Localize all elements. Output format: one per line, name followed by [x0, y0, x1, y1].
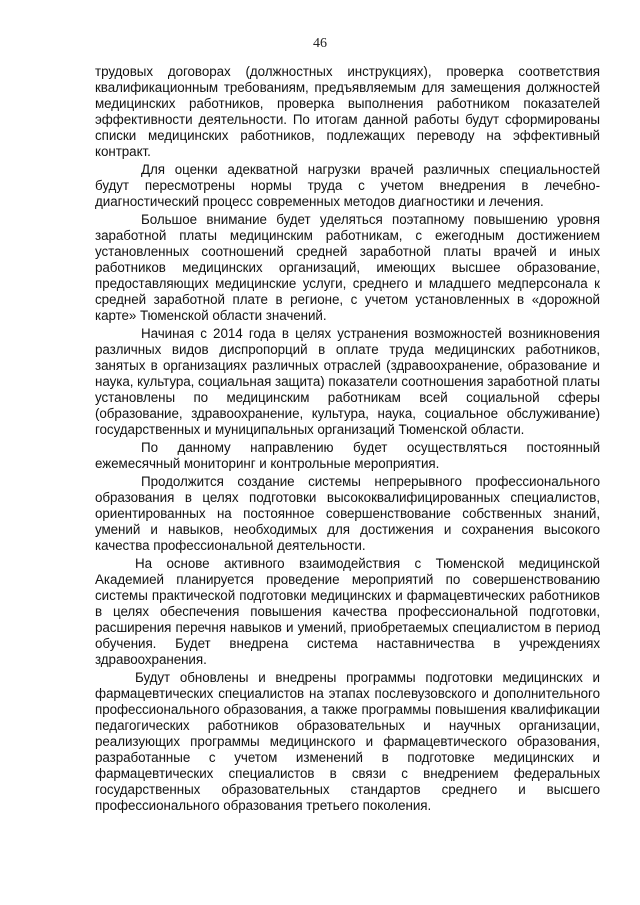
paragraph-monitoring: По данному направлению будет осуществляться постоянный ежемесячный мониторинг и контрольные мероприятия.	[95, 440, 600, 471]
paragraph-contract-verification: трудовых договорах (должностных инструкциях), проверка соответствия квалификационным требованиям, предъявляемым для замещения должностей медицинских работников, проверка выполнения работником показателей эффективности деятельности. По итогам данной работы будут сформированы списки медицинских работников, подлежащих переводу на эффективный контракт.	[95, 64, 600, 159]
paragraph-training-programs: Будут обновлены и внедрены программы подготовки медицинских и фармацевтических специалистов на этапах послевузовского и дополнительного профессионального образования, а также программы повышения квалификации педагогических работников образовательных и научных организации, реализующих программы медицинского и фармацевтического образования, разработанные с учетом изменений в подготовке медицинских и фармацевтических специалистов в связи с внедрением федеральных государственных образовательных стандартов среднего и высшего профессионального образования третьего поколения.	[95, 670, 600, 813]
paragraph-salary-increase: Большое внимание будет уделяться поэтапному повышению уровня заработной платы медицинским работникам, с ежегодным достижением установленных соотношений средней заработной платы врачей и иных работников медицинских организаций, имеющих высшее образование, предоставляющих медицинские услуги, среднего и младшего медперсонала к средней заработной плате в регионе, с учетом установленных в «дорожной карте» Тюменской области значений.	[95, 212, 600, 323]
page-number: 46	[313, 36, 327, 51]
paragraph-medical-academy: На основе активного взаимодействия с Тюменской медицинской Академией планируется проведение мероприятий по совершенствованию системы практической подготовки медицинских и фармацевтических работников в целях обеспечения повышения качества профессиональной подготовки, расширения перечня навыков и умений, приобретаемых специалистом в период обучения. Будет внедрена система наставничества в учреждениях здравоохранения.	[95, 556, 600, 667]
paragraph-labor-norms: Для оценки адекватной нагрузки врачей различных специальностей будут пересмотрены нормы труда с учетом внедрения в лечебно-диагностический процесс современных методов диагностики и лечения.	[95, 162, 600, 209]
paragraph-disproportion-elimination: Начиная с 2014 года в целях устранения возможностей возникновения различных видов диспропорций в оплате труда медицинских работников, занятых в организациях различных отраслей (здравоохранение, образование и наука, культура, социальная защита) показатели соотношения заработной платы установлены по медицинским работникам всей социальной сферы (образование, здравоохранение, культура, наука, социальное обслуживание) государственных и муниципальных организаций Тюменской области.	[95, 326, 600, 437]
paragraph-continuous-education: Продолжится создание системы непрерывного профессионального образования в целях подготовки высококвалифицированных специалистов, ориентированных на постоянное совершенствование собственных знаний, умений и навыков, необходимых для достижения и сохранения высокого качества профессиональной деятельности.	[95, 474, 600, 553]
body-text	[95, 64, 600, 816]
